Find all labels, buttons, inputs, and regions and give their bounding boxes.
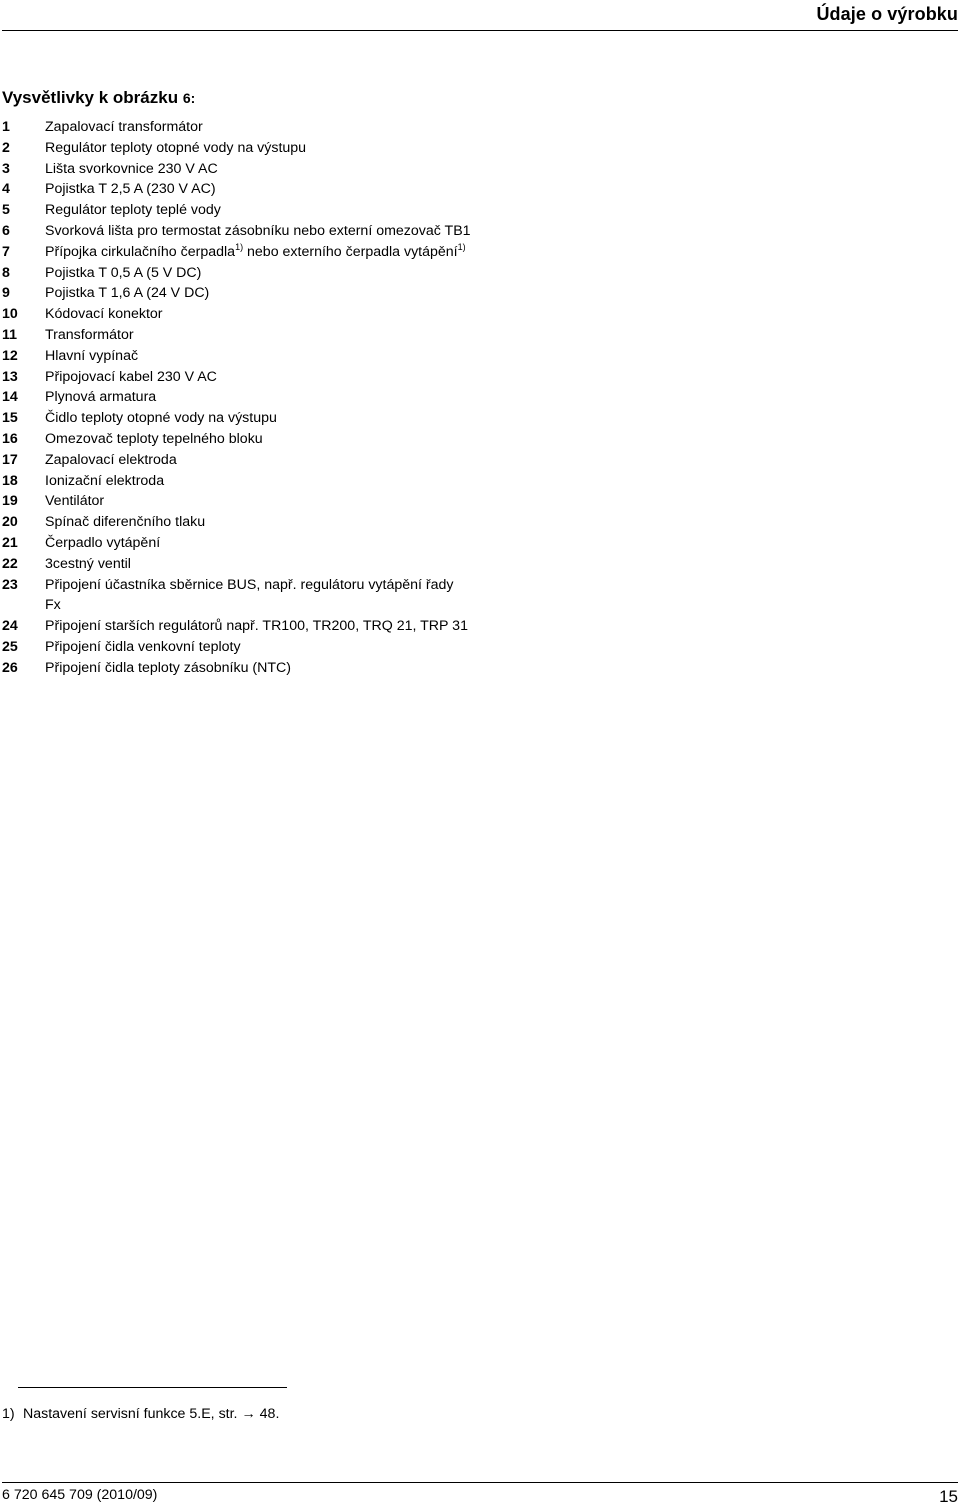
list-item <box>2 658 472 679</box>
legend-number: 19 <box>2 493 18 510</box>
list-item <box>2 554 472 575</box>
list-item <box>2 304 472 325</box>
list-item <box>2 346 472 367</box>
legend-number: 4 <box>2 181 10 198</box>
list-item <box>2 283 472 304</box>
list-item <box>2 429 472 450</box>
legend-number: 3 <box>2 160 10 177</box>
list-item <box>2 325 472 346</box>
legend-number: 21 <box>2 534 18 551</box>
legend-text: 3cestný ventil <box>45 555 131 572</box>
list-item <box>2 491 472 512</box>
legend-text: Svorková lišta pro termostat zásobníku nebo externí omezovač TB1 <box>45 222 471 239</box>
legend-number: 12 <box>2 347 18 364</box>
legend-text-part: Přípojka cirkulačního čerpadla <box>45 243 236 260</box>
legend-text: Lišta svorkovnice 230 V AC <box>45 160 218 177</box>
legend-number: 16 <box>2 430 18 447</box>
legend-text: Zapalovací elektroda <box>45 451 177 468</box>
legend-number: 11 <box>2 326 17 343</box>
legend-list <box>2 117 472 679</box>
legend-number: 10 <box>2 306 18 323</box>
list-item <box>2 159 472 180</box>
legend-text: Připojení čidla venkovní teploty <box>45 638 241 655</box>
list-item <box>2 533 472 554</box>
legend-text: Připojení účastníka sběrnice BUS, např. regulátoru vytápění řady Fx <box>45 576 454 614</box>
page-header-title: Údaje o výrobku <box>816 4 958 24</box>
legend-text: Plynová armatura <box>45 389 157 406</box>
legend-text <box>45 242 472 263</box>
legend-number: 24 <box>2 618 18 635</box>
header-rule <box>2 30 958 31</box>
legend-text: Pojistka T 0,5 A (5 V DC) <box>45 264 202 281</box>
legend-text: Připojení čidla teploty zásobníku (NTC) <box>45 659 292 676</box>
list-item <box>2 575 472 617</box>
footer-rule <box>2 1482 958 1483</box>
legend-text: Zapalovací transformátor <box>45 119 203 135</box>
list-item <box>2 242 472 263</box>
legend-number: 9 <box>2 285 10 302</box>
legend-text: Ionizační elektroda <box>45 472 165 489</box>
legend-text: Čerpadlo vytápění <box>45 534 161 551</box>
list-item <box>2 367 472 388</box>
legend-text: Čidlo teploty otopné vody na výstupu <box>45 410 277 427</box>
list-item <box>2 408 472 429</box>
list-item <box>2 179 472 200</box>
list-item <box>2 471 472 492</box>
legend-text: Ventilátor <box>45 493 105 510</box>
list-item <box>2 263 472 284</box>
legend-text: Pojistka T 1,6 A (24 V DC) <box>45 285 210 302</box>
footnote-ref: 1) <box>457 241 466 252</box>
legend-number: 7 <box>2 243 10 260</box>
legend-text: Hlavní vypínač <box>45 347 139 364</box>
document-number: 6 720 645 709 (2010/09) <box>2 1487 158 1503</box>
footnote-ref: 1) <box>235 241 244 252</box>
list-item <box>2 637 472 658</box>
legend-number: 8 <box>2 264 10 281</box>
legend-text: Regulátor teploty teplé vody <box>45 202 221 219</box>
footnote-body: Nastavení servisní funkce 5.E, str. <box>23 1406 238 1422</box>
legend-number: 14 <box>2 389 18 406</box>
list-item <box>2 200 472 221</box>
legend-number: 17 <box>2 451 18 468</box>
list-item <box>2 138 472 159</box>
legend-text: Spínač diferenčního tlaku <box>45 514 206 531</box>
footnote <box>2 1406 279 1422</box>
list-item <box>2 512 472 533</box>
list-item <box>2 616 472 637</box>
legend-text: Regulátor teploty otopné vody na výstupu <box>45 139 307 156</box>
legend-text: Pojistka T 2,5 A (230 V AC) <box>45 181 216 198</box>
footnote-text <box>23 1406 279 1422</box>
legend-number: 15 <box>2 410 18 427</box>
footnote-marker: 1) <box>2 1406 15 1422</box>
footnote-rule <box>18 1387 287 1388</box>
legend-text: Kódovací konektor <box>45 306 163 323</box>
legend-number: 26 <box>2 659 18 676</box>
list-item <box>2 221 472 242</box>
legend-text: Připojovací kabel 230 V AC <box>45 368 217 385</box>
arrow-right-icon: → <box>241 1406 256 1422</box>
list-item <box>2 387 472 408</box>
legend-number: 1 <box>2 119 10 135</box>
legend-title-text: Vysvětlivky k obrázku <box>2 88 179 107</box>
list-item <box>2 117 472 138</box>
legend-number: 13 <box>2 368 18 385</box>
legend-text: Omezovač teploty tepelného bloku <box>45 430 263 447</box>
legend-number: 23 <box>2 576 18 593</box>
legend-title <box>2 88 195 108</box>
legend-number: 18 <box>2 472 18 489</box>
legend-text-part: nebo externího čerpadla vytápění <box>243 243 458 260</box>
legend-text: Transformátor <box>45 326 134 343</box>
page-number: 15 <box>939 1487 958 1506</box>
footnote-page-ref: 48. <box>259 1406 280 1422</box>
list-item <box>2 450 472 471</box>
legend-number: 20 <box>2 514 18 531</box>
legend-figure-ref: 6: <box>182 90 196 106</box>
legend-number: 6 <box>2 222 10 239</box>
legend-number: 25 <box>2 638 18 655</box>
legend-number: 22 <box>2 555 18 572</box>
legend-text: Připojení starších regulátorů např. TR100, TR200, TRQ 21, TRP 31 <box>45 618 468 635</box>
legend-number: 2 <box>2 139 10 156</box>
legend-number: 5 <box>2 202 10 219</box>
